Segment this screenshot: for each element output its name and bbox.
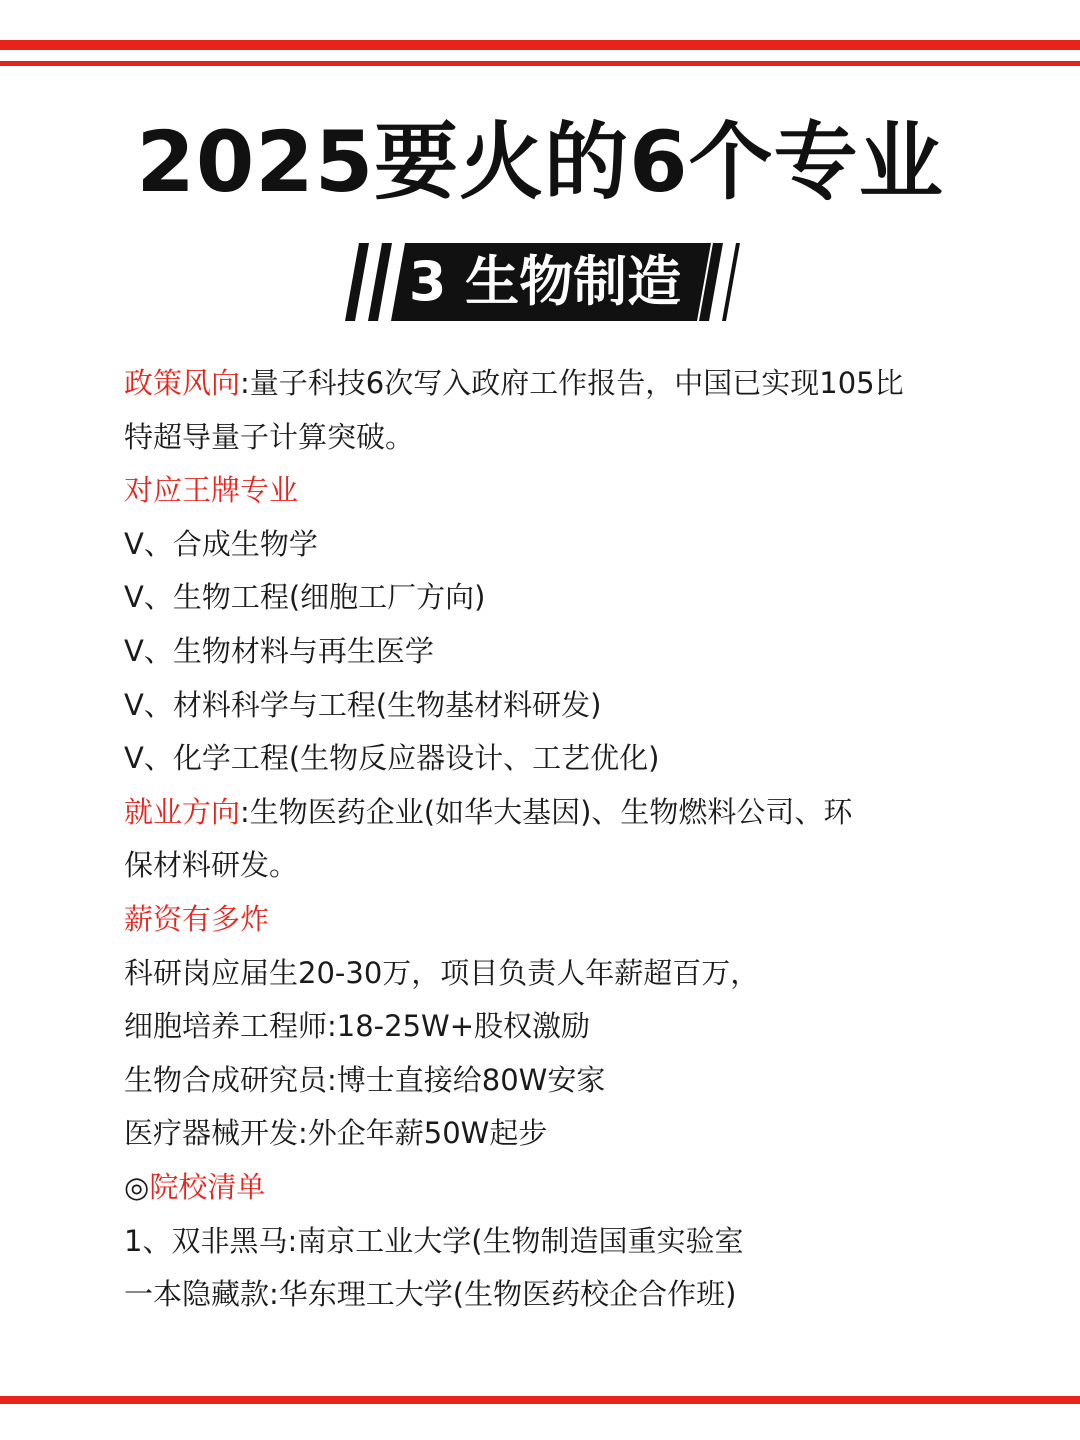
policy-label: 政策风向 [124,366,241,400]
policy-text-2: 特超导量子计算突破。 [124,419,415,454]
content-body [124,357,1024,1322]
majors-label: 对应王牌专业 [124,473,299,508]
school-line: 一本隐藏款:华东理工大学(生物医药校企合作班) [124,1277,737,1312]
salary-line: 科研岗应届生20-30万，项目负责人年薪超百万， [124,955,760,990]
major-item: V、生物材料与再生医学 [124,633,434,668]
employment-label: 就业方向 [124,794,241,829]
employment-line-1 [124,786,1024,840]
major-item: V、生物工程(细胞工厂方向) [124,580,486,615]
circle-symbol-icon: ◎ [124,1169,150,1204]
page-title: 2025要火的6个专业 [136,113,944,211]
major-item: V、合成生物学 [124,526,318,561]
policy-text-1: :量子科技6次写入政府工作报告，中国已实现105比 [240,366,904,400]
major-item: V、材料科学与工程(生物基材料研发) [124,687,602,722]
top-red-bar-thin [0,61,1080,66]
section-banner [345,243,740,321]
school-line: 1、双非黑马:南京工业大学(生物制造国重实验室 [124,1223,744,1258]
policy-line-1 [124,357,1024,411]
bottom-red-bar [0,1396,1080,1404]
employment-text-2: 保材料研发。 [124,848,299,883]
salary-line: 医疗器械开发:外企年薪50W起步 [124,1116,548,1151]
employment-text-1: :生物医药企业(如华大基因)、生物燃料公司、环 [240,794,853,829]
schools-label: 院校清单 [149,1169,266,1204]
top-red-bar-thick [0,40,1080,50]
salary-label: 薪资有多炸 [124,901,270,936]
banner-title: 3 生物制造 [408,250,682,313]
salary-line: 细胞培养工程师:18-25W+股权激励 [124,1009,591,1044]
salary-line: 生物合成研究员:博士直接给80W安家 [124,1062,606,1097]
schools-heading [124,1161,1024,1215]
major-item: V、化学工程(生物反应器设计、工艺优化) [124,741,660,776]
